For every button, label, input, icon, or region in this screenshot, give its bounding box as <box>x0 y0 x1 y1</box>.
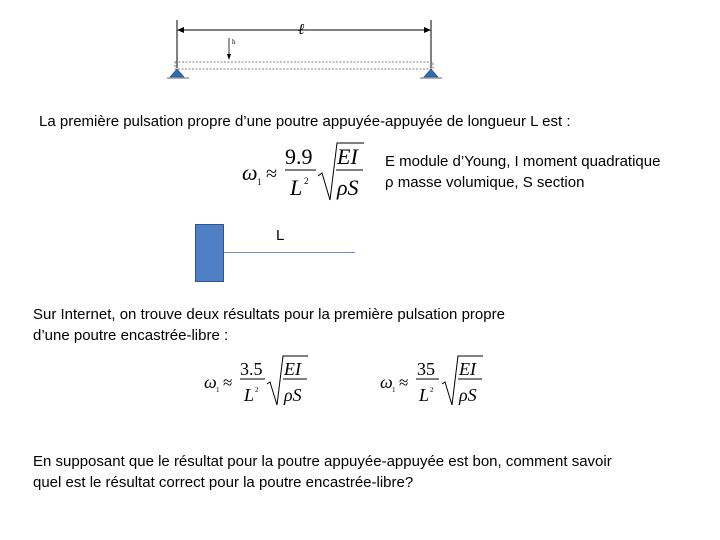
coefficient: 9.9 <box>285 144 313 169</box>
denominator-rhoS: ρS <box>284 385 302 405</box>
numerator-EI: EI <box>284 359 301 379</box>
cantilever-beam <box>224 252 355 253</box>
coefficient: 3.5 <box>240 359 263 379</box>
legend-line-1: E module d’Young, I moment quadratique <box>385 153 661 170</box>
denominator-exponent: 2 <box>255 386 259 394</box>
formula-candidate-a <box>200 352 315 412</box>
omega-symbol: ω <box>380 372 393 392</box>
omega-symbol: ω <box>204 372 217 392</box>
paragraph-2-line-1: Sur Internet, on trouve deux résultats pour la première pulsation propre <box>33 306 505 323</box>
formula-candidate-b <box>376 352 491 412</box>
denominator-L: L <box>244 385 255 405</box>
numerator-EI: EI <box>337 144 358 169</box>
approx-symbol: ≈ <box>223 373 233 392</box>
length-label: ℓ <box>298 22 305 38</box>
paragraph-3-line-1: En supposant que le résultat pour la poutre appuyée-appuyée est bon, comment savoir <box>33 453 612 470</box>
approx-symbol: ≈ <box>266 163 277 185</box>
omega-subscript: 1 <box>257 177 262 187</box>
paragraph-3-line-2: quel est le résultat correct pour la poutre encastrée-libre? <box>33 474 414 491</box>
denominator-rhoS: ρS <box>337 175 359 200</box>
beam <box>175 62 433 69</box>
dimension-arrow-right-icon <box>424 27 431 33</box>
denominator-L: L <box>419 385 430 405</box>
omega-subscript: 1 <box>216 386 220 394</box>
denominator-rhoS: ρS <box>459 385 477 405</box>
omega-subscript: 1 <box>392 386 396 394</box>
denominator-exponent: 2 <box>430 386 434 394</box>
support-left-icon <box>170 69 184 77</box>
intro-sentence: La première pulsation propre d’une poutre appuyée-appuyée de longueur L est : <box>39 113 571 130</box>
height-arrow-icon <box>227 54 231 60</box>
height-label: h <box>232 38 236 46</box>
denominator-L: L <box>290 175 303 200</box>
paragraph-2-line-2: d’une poutre encastrée-libre : <box>33 327 229 344</box>
coefficient: 35 <box>417 359 435 379</box>
omega-symbol: ω <box>242 160 258 185</box>
cantilever-length-label: L <box>276 227 285 244</box>
approx-symbol: ≈ <box>399 373 409 392</box>
legend-line-2: ρ masse volumique, S section <box>385 174 585 191</box>
formula-simply-supported <box>238 140 368 210</box>
cantilever-clamp <box>195 224 224 282</box>
support-right-icon <box>424 69 438 77</box>
dimension-arrow-left-icon <box>177 27 184 33</box>
numerator-EI: EI <box>459 359 476 379</box>
simply-supported-beam-diagram <box>165 18 445 88</box>
denominator-exponent: 2 <box>304 176 309 186</box>
